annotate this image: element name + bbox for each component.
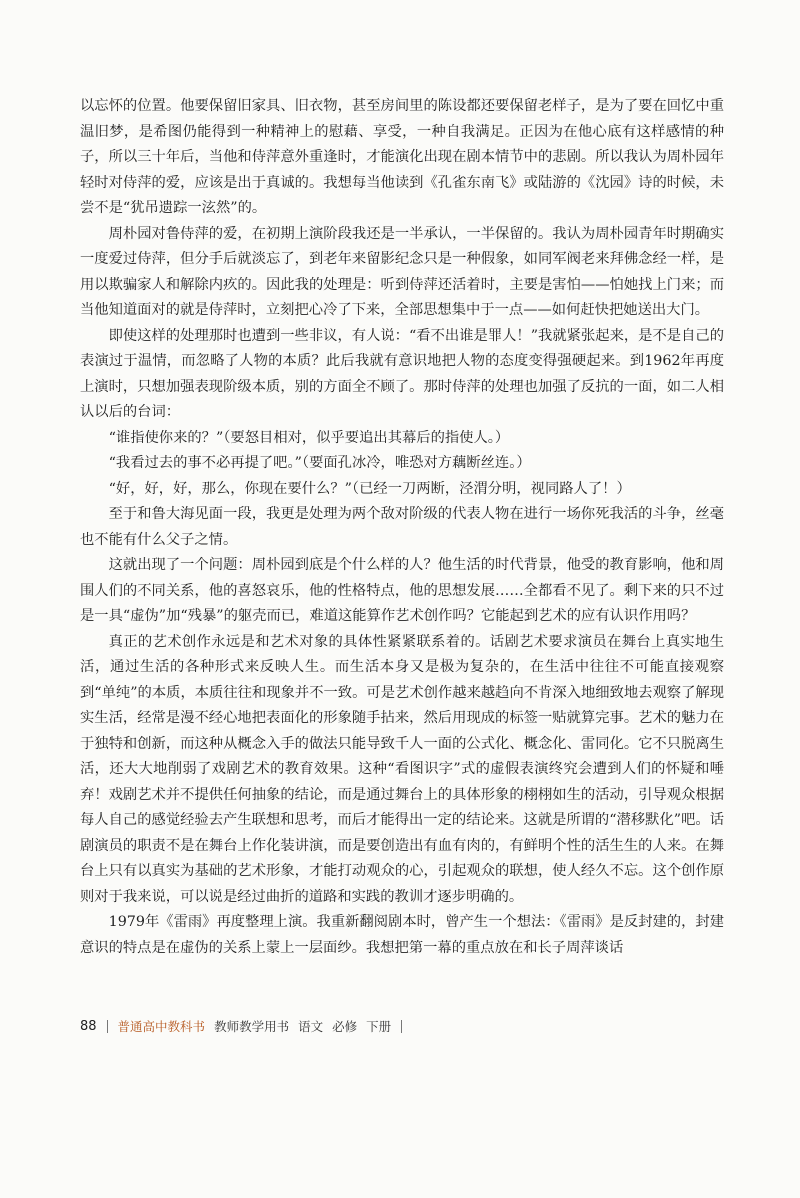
dialogue-line-3: “好，好，好，那么，你现在要什么？”（已经一刀两断，泾渭分明，视同路人了！） <box>108 480 631 497</box>
paragraph-4: 至于和鲁大海见面一段，我更是处理为两个敌对阶级的代表人物在进行一场你死我活的斗争，丝毫也不能有什么父子之情。 <box>80 506 724 548</box>
page-number: 88 <box>80 1018 97 1034</box>
paragraph-1: 以忘怀的位置。他要保留旧家具、旧衣物，甚至房间里的陈设都还要保留老样子，是为了要在回忆中重温旧梦，是希图仍能得到一种精神上的慰藉、享受，一种自我满足。正因为在他心底有这样感情的种子，所以三十年后，当他和侍萍意外重逢时，才能演化出现在剧本情节中的悲剧。所以我认为周朴园年轻时对侍萍的爱，应该是出于真诚的。我想每当他读到《孔雀东南飞》或陆游的《沈园》诗的时候，未尝不是“犹吊遗踪一泫然”的。 <box>80 98 724 216</box>
paragraph-3: 即使这样的处理那时也遭到一些非议，有人说：“看不出谁是罪人！”我就紧张起来，是不是自己的表演过于温情，而忽略了人物的本质？此后我就有意识地把人物的态度变得强硬起来。到1962年再度上演时，只想加强表现阶级本质，别的方面全不顾了。那时侍萍的处理也加强了反抗的一面，如二人相认以后的台词： <box>80 327 724 420</box>
footer-course-type: 必修 <box>332 1019 358 1034</box>
footer-subject: 语文 <box>298 1019 324 1034</box>
dialogue-line-2: “我看过去的事不必再提了吧。”（要面孔冰冷，唯恐对方藕断丝连。） <box>108 455 531 471</box>
footer-book-name: 普通高中教科书 <box>117 1019 206 1034</box>
footer-book-type: 教师教学用书 <box>214 1019 290 1034</box>
footer-volume: 下册 <box>366 1019 392 1034</box>
paragraph-5: 这就出现了一个问题：周朴园到底是个什么样的人？他生活的时代背景，他受的教育影响，他和周围人们的不同关系，他的喜怒哀乐，他的性格特点，他的思想发展……全都看不见了。剩下来的只不过是一具“虚伪”加“残暴”的躯壳而已，难道这能算作艺术创作吗？它能起到艺术的应有认识作用吗？ <box>80 557 724 624</box>
paragraph-7: 1979年《雷雨》再度整理上演。我重新翻阅剧本时，曾产生一个想法：《雷雨》是反封建的，封建意识的特点是在虚伪的关系上蒙上一层面纱。我想把第一幕的重点放在和长子周萍谈话 <box>80 914 724 956</box>
dialogue-line-1: “谁指使你来的？”（要怒目相对，似乎要追出其幕后的指使人。） <box>108 429 510 446</box>
footer-divider <box>107 1020 108 1033</box>
page-body <box>80 94 724 961</box>
page-footer <box>80 1016 402 1036</box>
paragraph-6: 真正的艺术创作永远是和艺术对象的具体性紧紧联系着的。话剧艺术要求演员在舞台上真实地生活，通过生活的各种形式来反映人生。而生活本身又是极为复杂的，在生活中往往不可能直接观察到“单纯”的本质，本质往往和现象并不一致。可是艺术创作越来越趋向不肯深入地细致地去观察了解现实生活，经常是漫不经心地把表面化的形象随手拈来，然后用现成的标签一贴就算完事。艺术的魅力在于独特和创新，而这种从概念入手的做法只能导致千人一面的公式化、概念化、雷同化。它不只脱离生活，还大大地削弱了戏剧艺术的教育效果。这种“看图识字”式的虚假表演终究会遭到人们的怀疑和唾弃！戏剧艺术并不提供任何抽象的结论，而是通过舞台上的具体形象的栩栩如生的活动，引导观众根据每人自己的感觉经验去产生联想和思考，而后才能得出一定的结论来。这就是所谓的“潜移默化”吧。话剧演员的职责不是在舞台上作化装讲演，而是要创造出有血有肉的，有鲜明个性的活生生的人来。在舞台上只有以真实为基础的艺术形象，才能打动观众的心，引起观众的联想，使人经久不忘。这个创作原则对于我来说，可以说是经过曲折的道路和实践的教训才逐步明确的。 <box>80 633 724 905</box>
footer-divider-end <box>401 1020 402 1033</box>
paragraph-2: 周朴园对鲁侍萍的爱，在初期上演阶段我还是一半承认，一半保留的。我认为周朴园青年时期确实一度爱过侍萍，但分手后就淡忘了，到老年来留影纪念只是一种假象，如同军阀老来拜佛念经一样，是用以欺骗家人和解除内疚的。因此我的处理是：听到侍萍还活着时，主要是害怕——怕她找上门来；而当他知道面对的就是侍萍时，立刻把心冷了下来，全部思想集中于一点——如何赶快把她送出大门。 <box>80 225 724 318</box>
